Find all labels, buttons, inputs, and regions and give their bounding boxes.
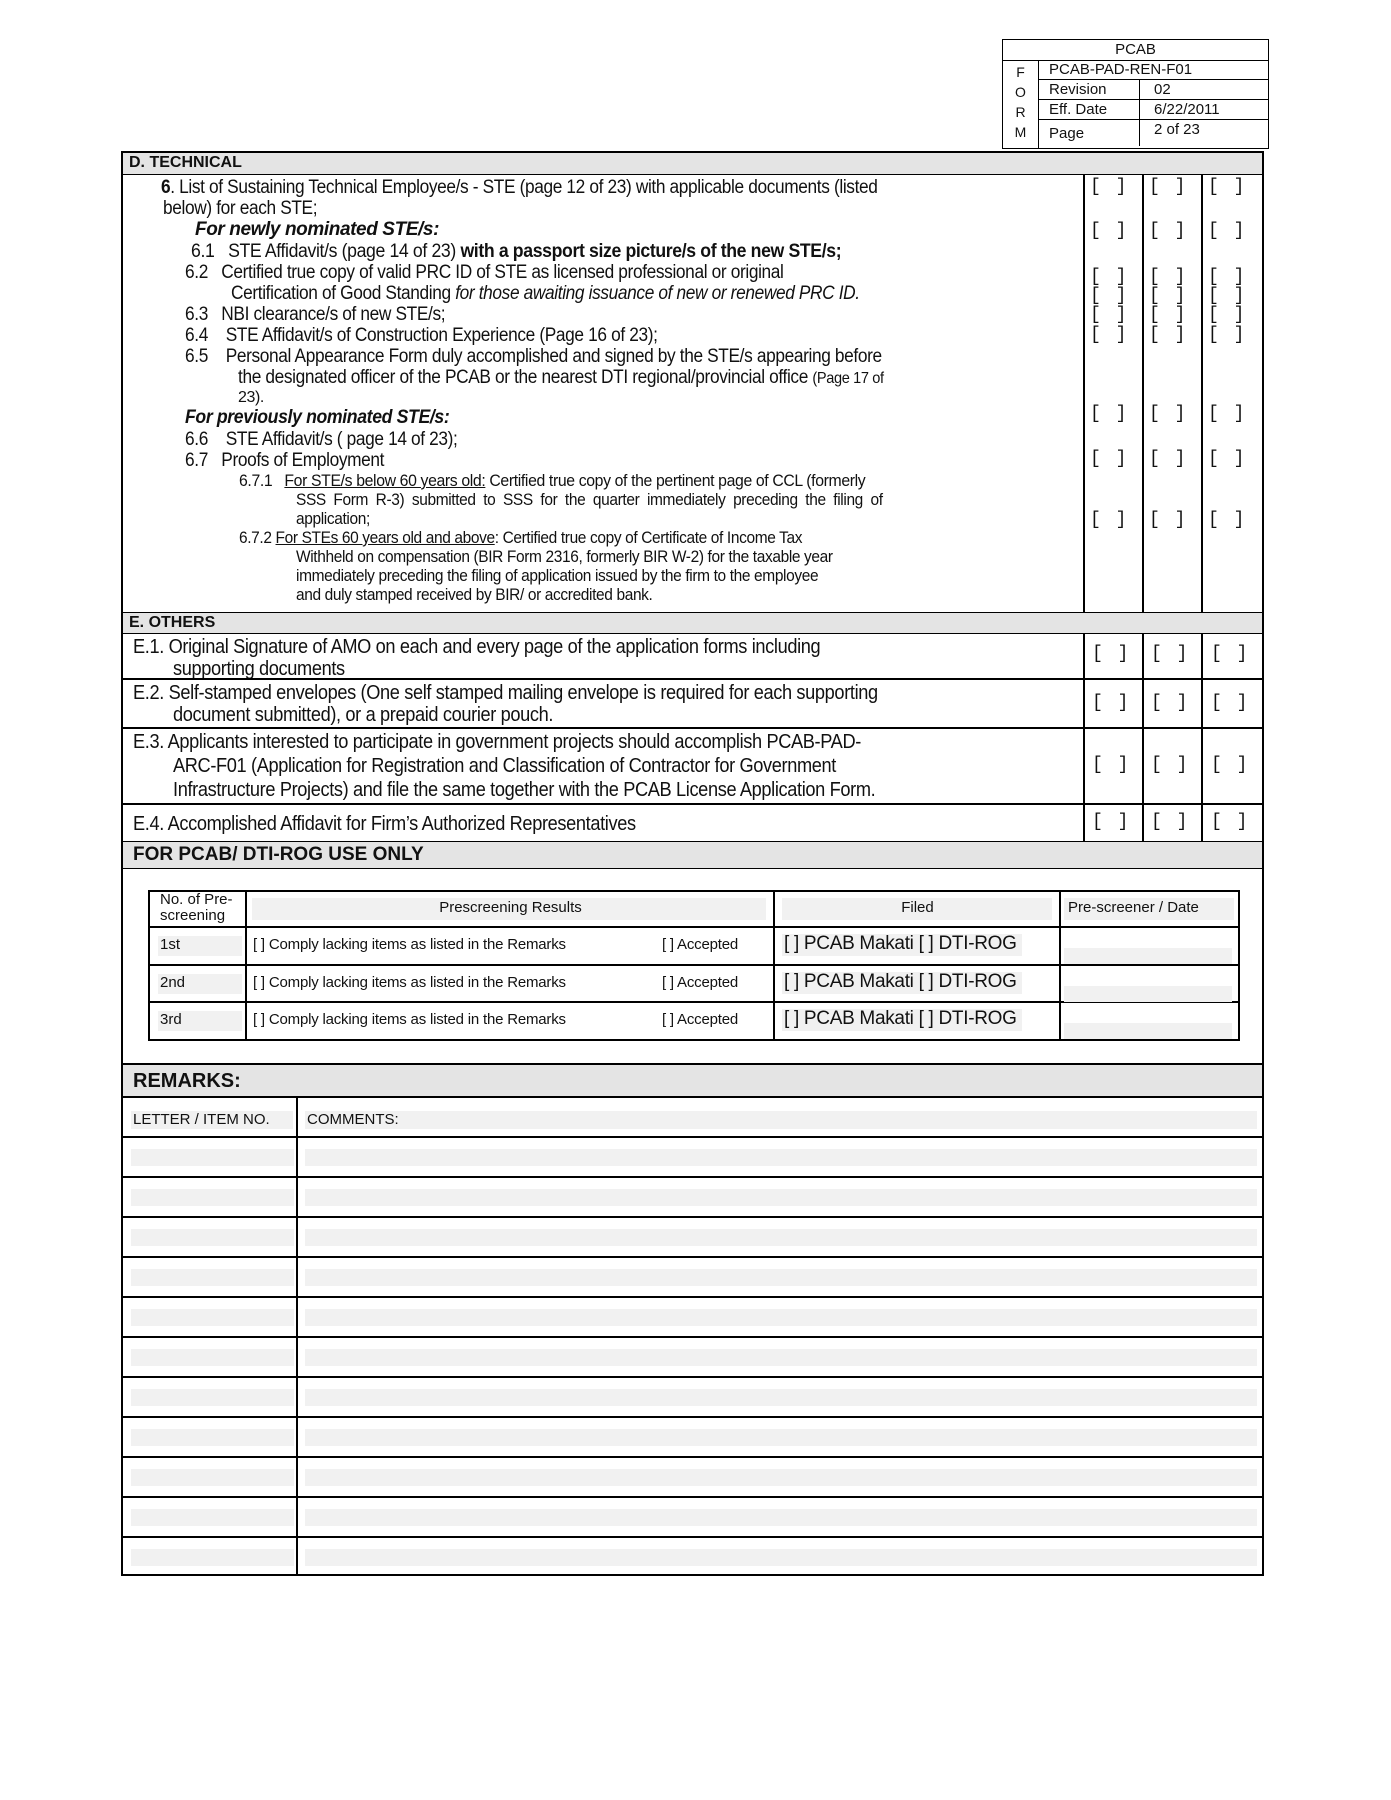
others-item — [123, 803, 1262, 843]
row-divider — [123, 1216, 1262, 1218]
remark-comment-field[interactable] — [305, 1149, 1257, 1166]
item-text-small: (Page 17 of — [812, 370, 884, 387]
technical-checkbox[interactable]: [ ] — [1149, 449, 1188, 469]
technical-checkbox[interactable]: [ ] — [1208, 305, 1247, 325]
remark-comment-field[interactable] — [305, 1269, 1257, 1286]
remark-comment-field[interactable] — [305, 1549, 1257, 1566]
item-text: Proofs of Employment — [221, 450, 385, 471]
item-text: Certified true copy of the pertinent page of CCL (formerly — [489, 471, 866, 490]
item-text: SSS Form R-3) submitted to SSS for the quarter immediately preceding the filing of — [296, 490, 883, 509]
row-divider — [123, 1416, 1262, 1418]
technical-checkbox[interactable]: [ ] — [1090, 404, 1129, 424]
remark-comment-field[interactable] — [305, 1309, 1257, 1326]
remark-letter-field[interactable] — [131, 1549, 294, 1566]
technical-checkbox[interactable]: [ ] — [1208, 449, 1247, 469]
row-divider — [123, 1136, 1262, 1138]
others-checkbox[interactable]: [ ] — [1211, 812, 1250, 832]
column-divider — [1083, 729, 1085, 805]
header-line: screening — [160, 907, 226, 924]
technical-checkbox[interactable]: [ ] — [1090, 305, 1129, 325]
item-text: . List of Sustaining Technical Employee/s - STE (page 12 of 23) with applicable documents (listed — [170, 177, 878, 198]
item-number: 6.7.2 — [239, 528, 272, 547]
remark-letter-field[interactable] — [131, 1469, 294, 1486]
technical-checkbox[interactable]: [ ] — [1149, 404, 1188, 424]
remark-comment-field[interactable] — [305, 1509, 1257, 1526]
prescreener-date-field[interactable] — [1064, 986, 1232, 1002]
others-checkbox[interactable]: [ ] — [1092, 755, 1131, 775]
technical-item-6-4 — [185, 325, 658, 347]
others-checkbox[interactable]: [ ] — [1151, 693, 1190, 713]
remark-letter-field[interactable] — [131, 1269, 294, 1286]
item-text: Certification of Good Standing — [231, 283, 451, 304]
technical-checkbox[interactable]: [ ] — [1149, 221, 1188, 241]
technical-checkbox[interactable]: [ ] — [1090, 221, 1129, 241]
remark-letter-field[interactable] — [131, 1429, 294, 1446]
technical-item-6-7 — [185, 450, 384, 472]
eff-date-row — [1039, 100, 1268, 120]
revision-value: 02 — [1139, 80, 1171, 99]
others-item-text: E.4. Accomplished Affidavit for Firm’s Authorized Representatives — [133, 813, 636, 835]
technical-checkbox[interactable]: [ ] — [1149, 325, 1188, 345]
others-checkbox[interactable]: [ ] — [1092, 812, 1131, 832]
item-text-underlined: For STE/s below 60 years old: — [284, 471, 486, 490]
technical-item-6-6 — [185, 429, 458, 451]
technical-checkbox[interactable]: [ ] — [1090, 286, 1129, 306]
page-row — [1039, 120, 1268, 146]
form-org: PCAB — [1003, 40, 1268, 61]
others-item-text: E.3. Applicants interested to participate in government projects should accomplish PCAB-PAD- — [133, 731, 861, 753]
filed-location-checkboxes[interactable]: [ ] PCAB Makati [ ] DTI-ROG — [784, 1008, 1017, 1029]
remark-letter-field[interactable] — [131, 1509, 294, 1526]
technical-checkbox[interactable]: [ ] — [1090, 449, 1129, 469]
technical-checkbox[interactable]: [ ] — [1149, 177, 1188, 197]
prescreening-number: 1st — [160, 936, 181, 953]
remark-comment-field[interactable] — [305, 1349, 1257, 1366]
item-text: the designated officer of the PCAB or the nearest DTI regional/provincial office — [238, 367, 808, 388]
form-vertical-label — [1003, 60, 1039, 148]
technical-checkbox[interactable]: [ ] — [1208, 221, 1247, 241]
remark-comment-field[interactable] — [305, 1229, 1257, 1246]
column-divider — [1201, 729, 1203, 805]
item-text: STE Affidavit/s of Construction Experience (Page 16 of 23); — [225, 325, 658, 346]
item-text: and duly stamped received by BIR/ or accredited bank. — [296, 585, 653, 604]
item-text-underlined: For STEs 60 years old and above — [275, 528, 495, 547]
column-divider — [1142, 634, 1144, 678]
remark-comment-field[interactable] — [305, 1389, 1257, 1406]
others-checkbox[interactable]: [ ] — [1211, 693, 1250, 713]
column-divider — [1083, 175, 1085, 612]
item-number: 6.4 — [185, 325, 208, 346]
column-divider — [1201, 680, 1203, 729]
remark-letter-field[interactable] — [131, 1229, 294, 1246]
others-item-text: ARC-F01 (Application for Registration and Classification of Contractor for Government — [173, 755, 836, 777]
technical-checkbox[interactable]: [ ] — [1090, 510, 1129, 530]
column-header-comments: COMMENTS: — [307, 1111, 399, 1128]
item-text: Withheld on compensation (BIR Form 2316, formerly BIR W-2) for the taxable year — [296, 547, 833, 566]
others-checkbox[interactable]: [ ] — [1211, 755, 1250, 775]
row-divider — [123, 1176, 1262, 1178]
others-item-text: document submitted), or a prepaid courier pouch. — [173, 704, 554, 726]
remark-letter-field[interactable] — [131, 1309, 294, 1326]
eff-date-value: 6/22/2011 — [1139, 100, 1220, 119]
remark-letter-field[interactable] — [131, 1389, 294, 1406]
row-divider — [150, 964, 1238, 966]
prescreener-date-field[interactable] — [1064, 1023, 1232, 1039]
technical-checkbox[interactable]: [ ] — [1090, 267, 1129, 287]
technical-checkbox[interactable]: [ ] — [1090, 177, 1129, 197]
item-number: 6.5 — [185, 346, 208, 367]
row-divider — [123, 1296, 1262, 1298]
header-shade — [305, 1111, 1257, 1129]
row-divider — [123, 1536, 1262, 1538]
row-divider — [150, 926, 1238, 928]
row-divider — [123, 1456, 1262, 1458]
form-code-row — [1039, 60, 1268, 80]
item-number: 6.3 — [185, 304, 208, 325]
item-number: 6 — [161, 177, 171, 198]
others-item-text: E.1. Original Signature of AMO on each and every page of the application forms including — [133, 636, 821, 658]
remark-comment-field[interactable] — [305, 1469, 1257, 1486]
item-text: NBI clearance/s of new STE/s; — [221, 304, 446, 325]
row-divider — [123, 1376, 1262, 1378]
row-divider — [123, 1336, 1262, 1338]
column-divider — [1142, 729, 1144, 805]
filed-location-checkboxes[interactable]: [ ] PCAB Makati [ ] DTI-ROG — [784, 971, 1017, 992]
others-checkbox[interactable]: [ ] — [1151, 755, 1190, 775]
form-info-box — [1002, 39, 1269, 149]
column-divider — [1083, 680, 1085, 729]
technical-checkbox[interactable]: [ ] — [1208, 510, 1247, 530]
column-divider — [1201, 175, 1203, 612]
header-line: No. of Pre- — [160, 891, 233, 908]
technical-checkbox[interactable]: [ ] — [1208, 404, 1247, 424]
new-ste-heading: For newly nominated STE/s: — [195, 219, 440, 240]
item-number: 6.7.1 — [239, 471, 273, 490]
others-checkbox[interactable]: [ ] — [1092, 644, 1131, 664]
column-divider — [1201, 805, 1203, 843]
technical-item-6-1 — [191, 241, 841, 263]
others-item-text: E.2. Self-stamped envelopes (One self stamped mailing envelope is required for each supporting — [133, 682, 878, 704]
technical-checkbox[interactable]: [ ] — [1149, 305, 1188, 325]
revision-row — [1039, 80, 1268, 100]
previous-ste-heading: For previously nominated STE/s: — [185, 407, 450, 428]
item-number: 6.1 — [191, 241, 215, 262]
others-checkbox[interactable]: [ ] — [1151, 812, 1190, 832]
column-divider — [1142, 805, 1144, 843]
accepted-checkbox[interactable]: [ ] Accepted — [662, 936, 738, 953]
form-letter: F — [1016, 64, 1025, 80]
comply-lacking-checkbox[interactable]: [ ] Comply lacking items as listed in the Remarks — [253, 974, 566, 991]
item-text: 23). — [238, 389, 264, 406]
page-label: Page — [1049, 125, 1085, 142]
form-letter: O — [1015, 84, 1026, 100]
checklist-form — [121, 151, 1264, 1576]
row-divider — [123, 1496, 1262, 1498]
form-letter: R — [1015, 104, 1026, 120]
column-divider — [1083, 634, 1085, 678]
revision-label: Revision — [1049, 81, 1107, 98]
prescreening-table — [148, 890, 1240, 1041]
technical-item-6-3 — [185, 304, 445, 326]
item-text-bold: with a passport size picture/s of the new STE/s; — [460, 241, 842, 262]
remark-letter-field[interactable] — [131, 1349, 294, 1366]
prescreening-number: 2nd — [160, 974, 186, 991]
remark-comment-field[interactable] — [305, 1429, 1257, 1446]
others-checkbox[interactable]: [ ] — [1092, 693, 1131, 713]
item-text: application; — [296, 509, 370, 528]
others-item — [123, 678, 1262, 729]
item-text: Personal Appearance Form duly accomplished and signed by the STE/s appearing before — [225, 346, 882, 367]
form-letter: M — [1014, 124, 1027, 140]
item-text: immediately preceding the filing of application issued by the firm to the employee — [296, 566, 819, 585]
remark-letter-field[interactable] — [131, 1189, 294, 1206]
item-number: 6.7 — [185, 450, 208, 471]
others-checkbox[interactable]: [ ] — [1211, 644, 1250, 664]
accepted-checkbox[interactable]: [ ] Accepted — [662, 974, 738, 991]
section-others-header: E. OTHERS — [123, 612, 1262, 634]
remark-comment-field[interactable] — [305, 1189, 1257, 1206]
technical-checkbox[interactable]: [ ] — [1208, 286, 1247, 306]
technical-checkbox[interactable]: [ ] — [1149, 510, 1188, 530]
column-divider — [1201, 634, 1203, 678]
comply-lacking-checkbox[interactable]: [ ] Comply lacking items as listed in the Remarks — [253, 936, 566, 953]
item-text: STE Affidavit/s (page 14 of 23) — [228, 241, 456, 262]
technical-checkbox[interactable]: [ ] — [1208, 177, 1247, 197]
column-divider — [1083, 805, 1085, 843]
technical-checkbox[interactable]: [ ] — [1208, 267, 1247, 287]
comply-lacking-checkbox[interactable]: [ ] Comply lacking items as listed in the Remarks — [253, 1011, 566, 1028]
column-header-results: Prescreening Results — [439, 899, 582, 916]
prescreening-number: 3rd — [160, 1011, 182, 1028]
others-item — [123, 727, 1262, 805]
accepted-checkbox[interactable]: [ ] Accepted — [662, 1011, 738, 1028]
section-remarks-header: REMARKS: — [123, 1063, 1262, 1098]
others-checkbox[interactable]: [ ] — [1151, 644, 1190, 664]
remark-letter-field[interactable] — [131, 1149, 294, 1166]
technical-checkbox[interactable]: [ ] — [1149, 267, 1188, 287]
others-item-text: Infrastructure Projects) and file the same together with the PCAB License Application Form. — [173, 779, 876, 801]
others-item — [123, 634, 1262, 678]
technical-checkbox[interactable]: [ ] — [1090, 325, 1129, 345]
section-office-use-header: FOR PCAB/ DTI-ROG USE ONLY — [123, 841, 1262, 869]
section-technical-header: D. TECHNICAL — [123, 153, 1262, 175]
item-number: 6.2 — [185, 262, 208, 283]
column-header-letter: LETTER / ITEM NO. — [133, 1111, 270, 1128]
column-divider — [1142, 175, 1144, 612]
eff-date-label: Eff. Date — [1049, 101, 1108, 118]
item-number: 6.6 — [185, 429, 208, 450]
filed-location-checkboxes[interactable]: [ ] PCAB Makati [ ] DTI-ROG — [784, 933, 1017, 954]
form-code: PCAB-PAD-REN-F01 — [1049, 61, 1193, 78]
others-item-text: supporting documents — [173, 658, 345, 680]
prescreener-date-field[interactable] — [1064, 948, 1232, 964]
column-header-prescreening-no — [160, 892, 233, 924]
item-text: : Certified true copy of Certificate of Income Tax — [494, 528, 803, 547]
item-text-italic: for those awaiting issuance of new or renewed PRC ID. — [455, 283, 860, 304]
column-header-prescreener: Pre-screener / Date — [1068, 899, 1199, 916]
item-text: Certified true copy of valid PRC ID of STE as licensed professional or original — [221, 262, 784, 283]
item-text: STE Affidavit/s ( page 14 of 23); — [225, 429, 458, 450]
item-text: below) for each STE; — [163, 198, 318, 219]
technical-checkbox[interactable]: [ ] — [1208, 325, 1247, 345]
technical-checkbox[interactable]: [ ] — [1149, 286, 1188, 306]
column-header-filed: Filed — [901, 899, 934, 916]
page-value: 2 of 23 — [1139, 120, 1200, 146]
column-divider — [1142, 680, 1144, 729]
row-divider — [123, 1256, 1262, 1258]
